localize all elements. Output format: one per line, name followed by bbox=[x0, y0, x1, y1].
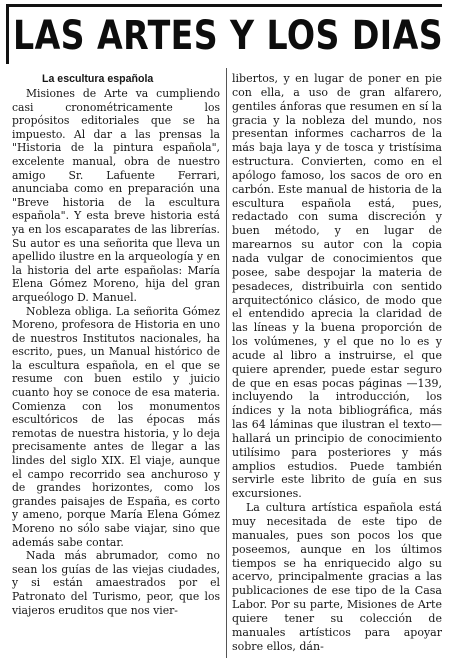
article-subheading: La escultura española bbox=[42, 73, 154, 85]
left-paragraph-1: Misiones de Arte va cumpliendo casi cronométricamente los propósitos editoriales que se ha impuesto. Al dar a las prensas la "Historia de la pintura española", excelente manual, obra de nuestro amigo Sr. Lafuente Ferrari, anunciaba como en preparación una "Breve historia de la escultura española". Y esta breve historia está ya en los escaparates de las librerías. Su autor es una señorita que lleva un apellido ilustre en la arqueología y en la historia del arte españolas: María Elena Gómez Moreno, hija del gran arqueólogo D. Manuel. bbox=[12, 87, 220, 304]
column-divider bbox=[226, 68, 227, 658]
left-paragraph-3: Nada más abrumador, como no sean los guías de las viejas ciudades, y si están amaestrados por el Patronato del Turismo, peor, que los viajeros eruditos que nos vier- bbox=[12, 549, 220, 617]
headline: LAS ARTES Y LOS DIAS bbox=[13, 13, 444, 59]
right-paragraph-2: La cultura artística española está muy necesitada de este tipo de manuales, pues son pocos los que poseemos, aunque en los últimos tiempos se ha enriquecido algo su acervo, principalmente gracias a las publicaciones de ese tipo de la Casa Labor. Por su parte, Misiones de Arte quiere tener su colección de manuales artísticos para apoyar sobre ellos, dán- bbox=[232, 501, 442, 653]
left-paragraph-2: Nobleza obliga. La señorita Gómez Moreno, profesora de Historia en uno de nuestros Institutos nacionales, ha escrito, pues, un Manual histórico de la escultura española, en el que se resume con buen estilo y juicio cuanto hoy se conoce de esa materia. Comienza con los monumentos escultóricos de las épocas más remotas de nuestra historia, y lo deja precisamente antes de llegar a las lindes del siglo XIX. El viaje, aunque el campo recorrido sea anchuroso y de grandes horizontes, como los grandes paisajes de España, es corto y ameno, porque María Elena Gómez Moreno no sólo sabe viajar, sino que además sabe contar. bbox=[12, 304, 220, 549]
right-column bbox=[232, 72, 442, 653]
right-paragraph-1: libertos, y en lugar de poner en pie con ella, a uso de gran alfarero, gentiles ánforas que resumen en sí la gracia y la nobleza del mundo, nos presentan informes cacharros de la más baja laya y de tosca y tristísima estructura. Convierten, como en el apólogo famoso, los sacos de oro en carbón. Este manual de historia de la escultura española está, pues, redactado con suma discreción y buen método, y en lugar de marearnos su autor con la copia nada vulgar de conocimientos que posee, sabe despojar la materia de pesadeces, distribuirla con sentido arquitectónico clásico, de modo que el entendido aprecia la claridad de las líneas y la buena proporción de los volúmenes, y el que no lo es y acude al libro a instruirse, el que quiere aprender, puede estar seguro de que en esas pocas páginas —139, incluyendo la introducción, los índices y la nota bibliográfica, más las 64 láminas que ilustran el texto— hallará un principio de conocimiento utilísimo para posteriores y más amplios estudios. Puede también servirle este librito de guía en sus excursiones. bbox=[232, 72, 442, 501]
left-column bbox=[12, 72, 220, 617]
headline-frame bbox=[6, 4, 442, 64]
